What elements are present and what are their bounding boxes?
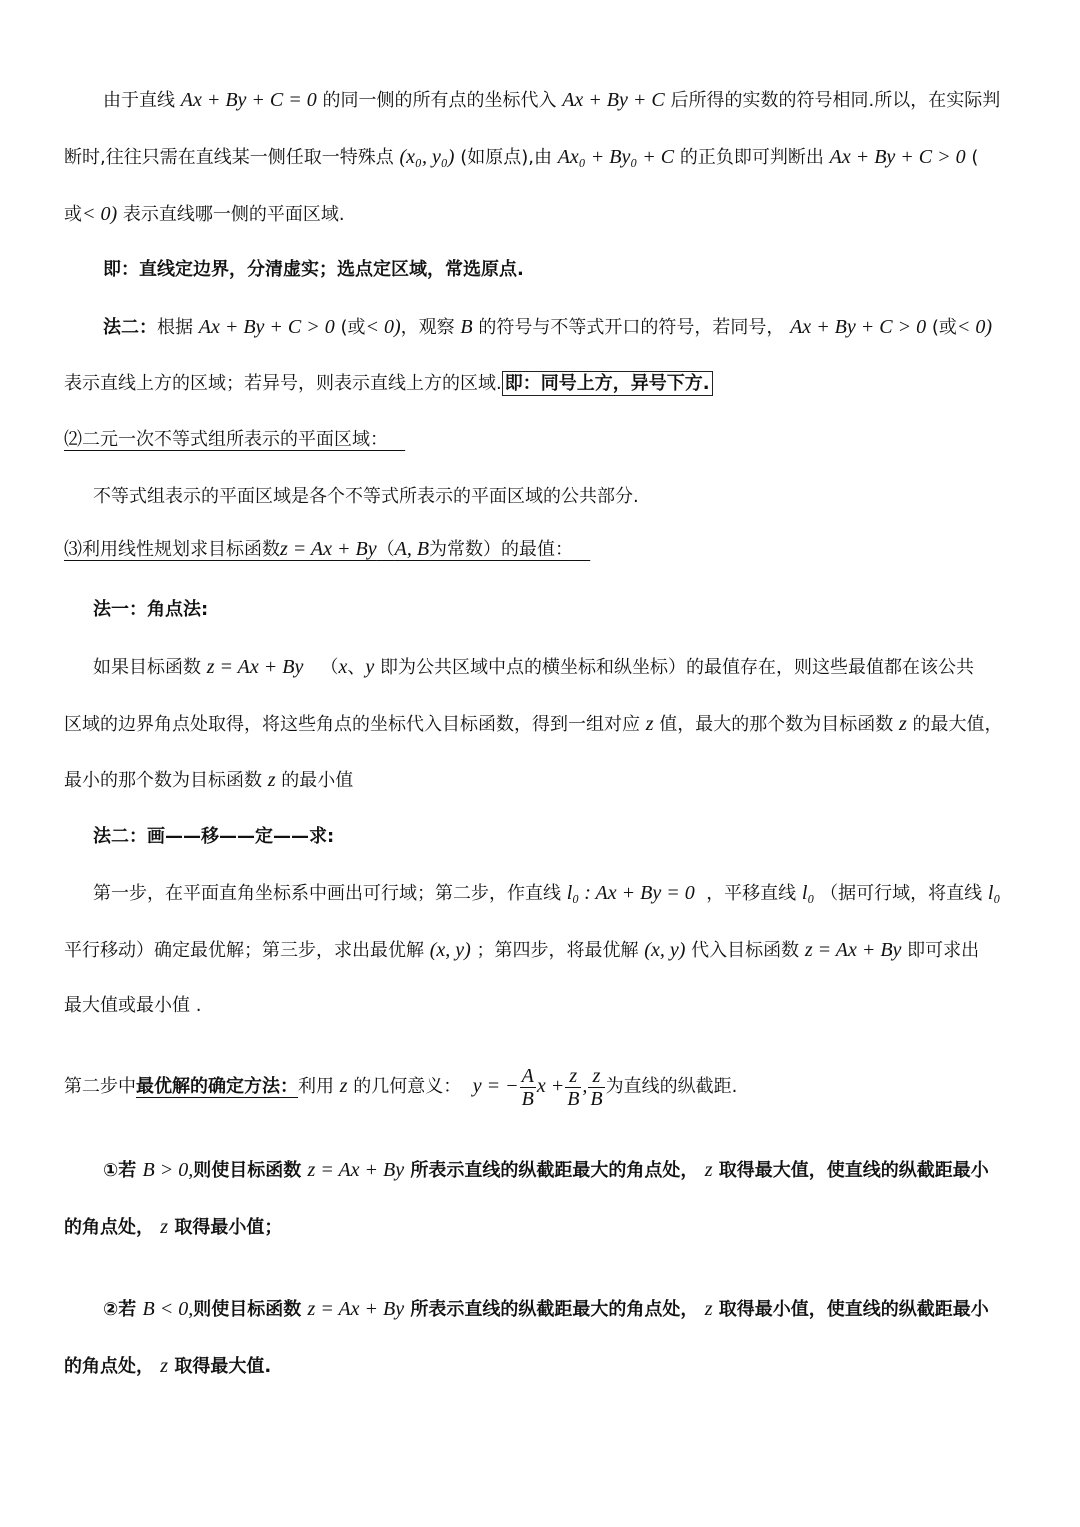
para1-line1 — [103, 85, 1000, 116]
text: （ — [320, 657, 339, 678]
text: (如原点),由 — [460, 147, 552, 168]
math: l₀ — [801, 882, 815, 904]
text: 第一步，在平面直角坐标系中画出可行域；第二步，作直线 — [93, 883, 561, 904]
text: (或 — [340, 317, 366, 338]
text: 如果目标函数 — [93, 657, 201, 678]
text: 为直线的纵截距. — [605, 1076, 738, 1097]
math: z = Ax + By — [280, 538, 377, 560]
math: x — [338, 656, 348, 678]
text: 的最大值， — [912, 714, 1003, 735]
text: 则使目标函数 — [193, 1160, 302, 1181]
math: z = Ax + By — [804, 939, 902, 961]
method2b-line2 — [64, 935, 979, 966]
case1-line1 — [103, 1155, 989, 1186]
text: 的同一侧的所有点的坐标代入 — [322, 90, 557, 111]
math: z — [899, 713, 907, 735]
method2-line1 — [103, 312, 992, 343]
text: ⑶利用线性规划求目标函数 — [64, 539, 280, 560]
math: z — [704, 1298, 713, 1320]
text: 利用 — [298, 1076, 334, 1097]
math: y — [365, 656, 375, 678]
fraction-z-over-b-2 — [588, 1065, 604, 1110]
denominator: B — [590, 1087, 603, 1110]
text: 不等式组表示的平面区域是各个不等式所表示的平面区域的公共部分. — [93, 486, 639, 507]
step2-line — [64, 1058, 737, 1115]
para1-line3 — [64, 199, 345, 230]
text: ，观察 — [400, 317, 455, 338]
text: 的正负即可判断出 — [679, 147, 824, 168]
text: 根据 — [157, 317, 193, 338]
text: 、 — [347, 657, 366, 678]
method2b-line1 — [93, 878, 1000, 909]
math: < 0) — [82, 203, 118, 225]
text: 或 — [64, 204, 82, 225]
text: 取得最小值，使直线的纵截距最小 — [718, 1299, 989, 1320]
math: A, B — [394, 538, 430, 560]
math: , — [582, 1075, 588, 1097]
text: 最小的那个数为目标函数 — [64, 770, 262, 791]
section2-body — [93, 482, 639, 512]
text: ；第四步，将最优解 — [476, 940, 639, 961]
math: Ax + By + C > 0 — [790, 316, 927, 338]
math: Ax + By + C = 0 — [180, 89, 317, 111]
text: 平行移动）确定最优解；第三步，求出最优解 — [64, 940, 424, 961]
math: Ax + By + C > 0 — [198, 316, 335, 338]
para1-line2 — [64, 142, 978, 173]
fraction-z-over-b — [565, 1065, 581, 1110]
text: 所表示直线的纵截距最大的角点处， — [410, 1160, 699, 1181]
math: Ax + By + C — [562, 89, 665, 111]
text: 为常数）的最值： — [429, 539, 574, 560]
math: l₀ — [987, 882, 1001, 904]
math: Ax + By + C > 0 — [829, 146, 966, 168]
text: (或 — [931, 317, 957, 338]
math: z — [339, 1075, 348, 1097]
text: 所表示直线的纵截距最大的角点处， — [410, 1299, 699, 1320]
text: 即为公共区域中点的横坐标和纵坐标）的最值存在，则这些最值都在该公共 — [380, 657, 975, 678]
text: 的角点处， — [64, 1356, 154, 1377]
math: B < 0, — [142, 1298, 194, 1320]
text: 第二步中 — [64, 1076, 136, 1097]
math: Ax₀ + By₀ + C — [557, 146, 675, 168]
boxed-rule: 即：同号上方，异号下方. — [502, 371, 713, 396]
math: (x₀, y₀) — [399, 146, 455, 168]
math: y = − — [472, 1075, 519, 1097]
text: 的角点处， — [64, 1217, 154, 1238]
math: z — [160, 1216, 169, 1238]
text: ②若 — [103, 1299, 137, 1320]
math: z — [267, 769, 276, 791]
text: ⑵二元一次不等式组所表示的平面区域： — [64, 429, 388, 450]
text: 取得最大值，使直线的纵截距最小 — [718, 1160, 989, 1181]
text: 取得最大值. — [174, 1356, 272, 1377]
text: 表示直线上方的区域；若异号，则表示直线上方的区域. — [64, 373, 502, 394]
text: 的符号与不等式开口的符号，若同号， — [478, 317, 785, 338]
math: l₀ : Ax + By = 0 — [566, 882, 695, 904]
method2-label: 法二： — [103, 317, 157, 338]
denominator: B — [521, 1087, 534, 1110]
method1-title — [93, 595, 208, 625]
step2-heading: 最优解的确定方法： — [136, 1076, 298, 1097]
method1-line2 — [64, 709, 1003, 740]
text: 后所得的实数的符号相同.所以，在实际判 — [670, 90, 1001, 111]
case2-line1 — [103, 1294, 989, 1325]
text: ( — [971, 147, 979, 168]
numerator: z — [588, 1065, 604, 1088]
text: 即：直线定边界，分清虚实；选点定区域，常选原点. — [103, 259, 524, 280]
method2b-title — [93, 822, 334, 852]
math: x + — [536, 1075, 565, 1097]
text: 法二：画——移——定——求: — [93, 826, 335, 847]
math: < 0) — [365, 316, 401, 338]
fraction-a-over-b — [520, 1065, 536, 1110]
case2-line2 — [64, 1351, 271, 1382]
math: z — [160, 1355, 169, 1377]
text: 表示直线哪一侧的平面区域. — [122, 204, 345, 225]
math: B > 0, — [142, 1159, 194, 1181]
numerator: A — [521, 1064, 534, 1087]
text: （据可行域，将直线 — [820, 883, 983, 904]
math: (x, y) — [644, 939, 686, 961]
text: （ — [376, 539, 395, 560]
math: z = Ax + By — [206, 656, 304, 678]
math: (x, y) — [429, 939, 471, 961]
text: 的几何意义： — [353, 1076, 462, 1097]
text: ①若 — [103, 1160, 137, 1181]
method2-line2 — [64, 369, 713, 399]
math: z — [704, 1159, 713, 1181]
text: 法一：角点法: — [93, 599, 209, 620]
text: 的最小值 — [281, 770, 354, 791]
text: 最大值或最小值 . — [64, 995, 202, 1016]
section2-heading — [64, 425, 405, 455]
math: < 0) — [956, 316, 993, 338]
text: 断时,往往只需在直线某一侧任取一特殊点 — [64, 147, 394, 168]
text: 由于直线 — [103, 90, 175, 111]
method2b-line3 — [64, 991, 201, 1021]
math: B — [460, 316, 473, 338]
math: z = Ax + By — [307, 1298, 405, 1320]
math: z = Ax + By — [307, 1159, 405, 1181]
method1-line3 — [64, 765, 353, 796]
math: z — [645, 713, 654, 735]
text: ，平移直线 — [706, 883, 797, 904]
section3-heading — [64, 534, 590, 565]
method1-line1 — [93, 652, 974, 683]
denominator: B — [567, 1087, 580, 1110]
text: 则使目标函数 — [193, 1299, 302, 1320]
numerator: z — [565, 1065, 581, 1088]
text: 取得最小值； — [174, 1217, 283, 1238]
text: 代入目标函数 — [691, 940, 800, 961]
summary-rule — [103, 255, 524, 285]
text: 即可求出 — [907, 940, 980, 961]
text: 区域的边界角点处取得，将这些角点的坐标代入目标函数，得到一组对应 — [64, 714, 640, 735]
text: 值，最大的那个数为目标函数 — [659, 714, 894, 735]
case1-line2 — [64, 1212, 282, 1243]
